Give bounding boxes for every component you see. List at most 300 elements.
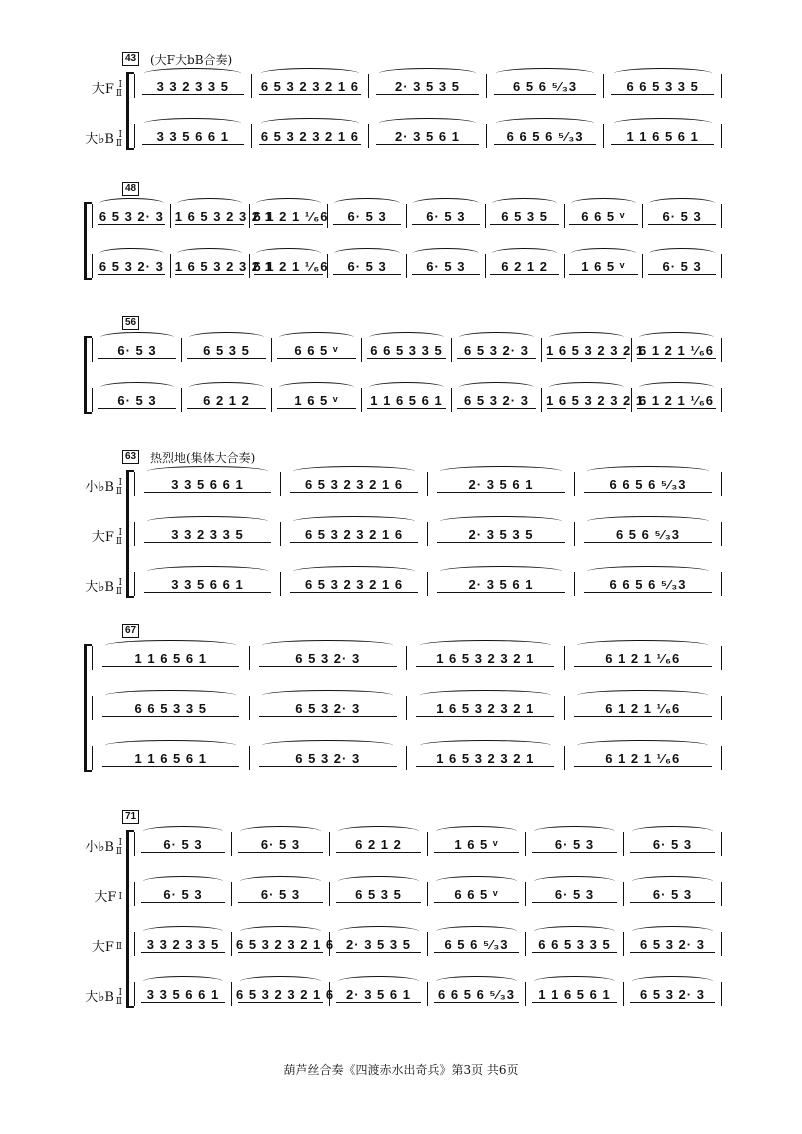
rehearsal-mark: 48 [122,182,139,196]
measure-notes: 6 5 3 2 3 2 1 6 [260,78,359,94]
measure-notes: 6 1 2 1 ¹⁄₆6 [253,258,329,274]
measure-notes: 6· 5 3 [163,886,203,902]
beam-underline [574,766,712,767]
measure-notes: 6 5 3 2· 3 [98,258,164,274]
measure [624,982,722,1006]
part-label [92,78,122,99]
system-bracket [84,202,87,280]
measure [362,338,452,362]
slur-mark [420,740,551,751]
measure [232,982,335,1006]
measure-notes: 6 6 5 3 3 5 [538,936,611,952]
staff-line [134,982,722,1006]
measure-notes: 1 1 6 5 6 1 [134,650,207,666]
beam-underline [611,144,714,145]
slur-mark [379,118,477,129]
section-title: 热烈地(集体大合奏) [150,451,256,465]
measure-notes: 3 3 2 3 3 5 [156,78,230,94]
rehearsal-mark: 56 [122,316,139,330]
voice-numerals: Ⅰ Ⅱ [115,79,122,99]
voice-numerals: Ⅰ Ⅱ [115,577,122,597]
measure-notes: 6 5 3 2 3 2 1 6 [304,476,404,492]
slur-mark [440,466,563,477]
slur-mark [534,826,616,837]
slur-mark [240,876,322,887]
part-label [92,526,122,547]
measure [328,254,407,278]
measure [134,74,252,98]
beam-underline [142,144,244,145]
beam-underline [494,94,597,95]
slur-mark [369,332,444,343]
slur-mark [338,876,420,887]
beam-underline [259,144,362,145]
staff-line [92,646,722,670]
measure [92,254,171,278]
beam-underline [457,408,535,409]
slur-mark [577,690,708,701]
beam-underline [416,716,554,717]
beam-underline [336,952,421,953]
instrument-name: 大F [94,890,117,905]
slur-mark [413,248,478,259]
slur-mark [143,926,224,937]
measure [542,388,645,412]
rehearsal-mark: 63 [122,450,139,464]
slur-mark [577,740,708,751]
measure-notes: 6 5 3 5 [501,208,548,224]
slur-mark [256,248,321,259]
measure [134,472,281,496]
slur-mark [440,516,563,527]
system-bracket [84,336,87,414]
staff-line [92,254,722,278]
slur-mark [369,382,444,393]
beam-underline [434,902,519,903]
measure-notes: 6 1 2 1 ¹⁄₆6 [605,700,681,716]
measure-notes: 2· 3 5 3 5 [346,936,411,952]
slur-mark [577,640,708,651]
measure-notes: 1 1 6 5 6 1 [370,392,443,408]
system-bracket [126,830,129,1008]
slur-mark [338,926,420,937]
beam-underline [376,94,479,95]
slur-mark [100,382,174,393]
slur-mark [379,68,477,79]
rehearsal-mark: 71 [122,810,139,824]
measure [171,204,273,228]
slur-mark [144,68,241,79]
beam-underline [532,852,617,853]
beam-underline [333,224,401,225]
measure [407,746,565,770]
measure [407,696,565,720]
beam-underline [434,852,519,853]
slur-mark [534,876,616,887]
measure-notes: 2· 3 5 6 1 [468,476,534,492]
measure [134,932,232,956]
measure [565,254,644,278]
beam-underline [367,408,445,409]
beam-underline [611,94,714,95]
slur-mark [632,876,714,887]
system-bracket [126,470,129,598]
beam-underline [102,666,239,667]
voice-numerals: Ⅰ Ⅱ [115,837,122,857]
beam-underline [569,274,637,275]
part-label [94,886,122,905]
measure-notes: 6 1 2 1 ¹⁄₆6 [638,342,714,358]
measure [632,338,722,362]
measure [407,204,486,228]
beam-underline [175,224,243,225]
section-title: (大F大bB合奏) [150,53,233,67]
slur-mark [240,926,322,937]
beam-underline [490,274,558,275]
voice-numerals: Ⅰ [118,892,122,902]
measure [134,982,232,1006]
beam-underline [648,274,716,275]
measure-notes: 1 6 5 3 2 3 2 1 [174,208,273,224]
beam-underline [277,358,355,359]
slur-mark [334,248,399,259]
measure-notes: 1 6 5 3 2 3 2 1 [546,342,645,358]
measure [92,388,182,412]
system-bracket [84,644,87,772]
beam-underline [238,952,323,953]
measure [272,338,362,362]
beam-underline [637,408,715,409]
rehearsal-mark: 67 [122,624,139,638]
measure [92,204,171,228]
beam-underline [630,1002,715,1003]
measure [92,338,182,362]
measure-notes: 6 5 6 ⁵⁄₃3 [615,526,681,542]
measure [632,388,722,412]
staff-line [92,746,722,770]
slur-mark [436,876,518,887]
measure [250,254,329,278]
measure [604,74,722,98]
measure [362,388,452,412]
beam-underline [259,666,397,667]
measure [281,522,428,546]
measure [250,646,408,670]
measure-notes: 6 5 3 2· 3 [464,342,529,358]
beam-underline [437,592,566,593]
measure-notes: 2· 3 5 6 1 [346,986,411,1002]
slur-mark [279,382,354,393]
measure [575,572,722,596]
measure-notes: 1 6 5 3 2 3 2 1 [546,392,645,408]
measure [428,832,526,856]
measure [252,124,370,148]
measure-notes: 6 5 3 2 3 2 1 6 [236,936,335,952]
beam-underline [144,542,272,543]
slur-mark [293,516,416,527]
measure-notes: 6 1 2 1 ¹⁄₆6 [605,750,681,766]
slur-mark [587,516,710,527]
slur-mark [587,566,710,577]
measure [369,74,487,98]
measure-notes: 6 2 1 2 [501,258,548,274]
beam-underline [238,852,323,853]
slur-mark [240,976,322,987]
measure-notes: 6 5 3 2 3 2 1 6 [236,986,335,1002]
measure [526,932,624,956]
measure [565,746,723,770]
beam-underline [569,224,637,225]
measure-notes: 6· 5 3 [662,258,702,274]
slur-mark [147,466,269,477]
beam-underline [141,852,226,853]
measure [428,572,575,596]
measure-notes: 3 3 5 6 6 1 [171,476,244,492]
measure [565,646,723,670]
beam-underline [333,274,401,275]
measure-notes: 1 6 5 3 2 3 2 1 [174,258,273,274]
beam-underline [532,952,617,953]
beam-underline [437,492,566,493]
staff-line [134,74,722,98]
beam-underline [142,94,244,95]
beam-underline [584,592,713,593]
measure-notes: 6 5 6 ⁵⁄₃3 [513,78,578,94]
measure-notes: 2· 3 5 3 5 [395,78,460,94]
beam-underline [648,224,716,225]
slur-mark [147,566,269,577]
beam-underline [290,492,419,493]
beam-underline [437,542,566,543]
voice-numerals: Ⅰ Ⅱ [115,129,122,149]
beam-underline [238,902,323,903]
slur-mark [571,248,636,259]
slur-mark [632,976,714,987]
beam-underline [367,358,445,359]
measure-notes: 6· 5 3 [347,258,387,274]
staff-line [134,572,722,596]
beam-underline [637,358,715,359]
measure-notes: 6 5 3 2· 3 [295,750,361,766]
slur-mark [256,198,321,209]
measure [134,882,232,906]
measure-notes: 6 2 1 2 [203,392,250,408]
slur-mark [587,466,710,477]
measure [232,832,330,856]
measure-notes: 6 1 2 1 ¹⁄₆6 [605,650,681,666]
beam-underline [144,592,272,593]
instrument-name: 小♭B [85,480,114,495]
measure-notes: 6 6 5 ᵛ [454,886,499,902]
measure-notes: 1 6 5 ᵛ [294,392,339,408]
slur-mark [459,382,534,393]
measure-notes: 6 5 3 2· 3 [98,208,164,224]
slur-mark [639,382,714,393]
measure-notes: 2· 3 5 3 5 [468,526,534,542]
slur-mark [338,976,420,987]
instrument-name: 大♭B [85,132,114,147]
measure-notes: 6 6 5 3 3 5 [134,700,207,716]
beam-underline [144,492,272,493]
measure [252,74,370,98]
slur-mark [99,198,164,209]
slur-mark [436,926,518,937]
slur-mark [293,466,416,477]
measure-notes: 3 3 2 3 3 5 [146,936,220,952]
beam-underline [532,1002,617,1003]
beam-underline [259,766,397,767]
measure [624,932,722,956]
beam-underline [532,902,617,903]
slur-mark [632,926,714,937]
measure [330,882,428,906]
measure [182,388,272,412]
part-label [92,936,122,955]
rehearsal-mark: 43 [122,52,139,66]
measure-notes: 1 6 5 ᵛ [454,836,499,852]
beam-underline [336,902,421,903]
beam-underline [102,716,239,717]
measure-notes: 6 5 3 2· 3 [295,650,361,666]
instrument-name: 大♭B [85,990,114,1005]
measure [250,746,408,770]
measure [281,572,428,596]
system-bracket [126,72,129,150]
instrument-name: 小♭B [85,840,114,855]
measure [250,204,329,228]
measure-notes: 6 5 3 2 3 2 1 6 [260,128,359,144]
measure [232,882,330,906]
beam-underline [412,274,480,275]
measure [281,472,428,496]
measure-notes: 6 5 3 2 3 2 1 6 [304,526,404,542]
beam-underline [98,358,175,359]
slur-mark [649,198,714,209]
measure [428,932,526,956]
part-label [85,836,122,857]
voice-numerals: Ⅱ [115,942,122,952]
beam-underline [416,766,554,767]
measure-notes: 3 3 2 3 3 5 [171,526,244,542]
beam-underline [494,144,597,145]
instrument-name: 大F [91,82,114,97]
measure [428,882,526,906]
measure-notes: 6 5 3 2· 3 [640,936,705,952]
part-label [85,128,122,149]
slur-mark [279,332,354,343]
slur-mark [105,690,236,701]
slur-mark [436,976,518,987]
beam-underline [187,408,265,409]
measure-notes: 1 1 6 5 6 1 [626,128,699,144]
measure-notes: 6· 5 3 [554,886,595,902]
part-label [85,986,122,1007]
beam-underline [584,542,713,543]
measure [643,204,722,228]
measure-notes: 6 1 2 1 ¹⁄₆6 [253,208,329,224]
measure-notes: 6 5 3 2· 3 [640,986,705,1002]
slur-mark [649,248,714,259]
beam-underline [254,224,322,225]
beam-underline [290,542,419,543]
measure-notes: 1 6 5 3 2 3 2 1 [436,700,535,716]
measure-notes: 1 6 5 3 2 3 2 1 [436,650,535,666]
measure [428,522,575,546]
slur-mark [262,640,393,651]
beam-underline [584,492,713,493]
voice-numerals: Ⅰ Ⅱ [115,527,122,547]
beam-underline [187,358,265,359]
measure [643,254,722,278]
part-label [85,576,122,597]
measure-notes: 1 6 5 ᵛ [581,258,626,274]
beam-underline [98,224,166,225]
measure-notes: 6· 5 3 [426,258,466,274]
slur-mark [614,68,712,79]
beam-underline [376,144,479,145]
measure [604,124,722,148]
beam-underline [102,766,239,767]
measure [526,882,624,906]
slur-mark [143,826,224,837]
measure-notes: 6 6 5 ᵛ [294,342,339,358]
measure [171,254,273,278]
measure-notes: 1 1 6 5 6 1 [538,986,611,1002]
measure [330,982,428,1006]
slur-mark [261,118,359,129]
measure [542,338,645,362]
measure-notes: 3 3 5 6 6 1 [146,986,220,1002]
slur-mark [492,198,557,209]
measure [272,388,362,412]
measure-notes: 6· 5 3 [260,886,301,902]
measure [486,204,565,228]
slur-mark [189,332,264,343]
beam-underline [574,666,712,667]
slur-mark [632,826,714,837]
measure [328,204,407,228]
slur-mark [334,198,399,209]
staff-line [92,388,722,412]
slur-mark [459,332,534,343]
slur-mark [262,690,393,701]
measure-notes: 6 2 1 2 [355,836,402,852]
beam-underline [412,224,480,225]
measure [575,522,722,546]
measure [487,74,605,98]
measure-notes: 6 5 3 5 [203,342,250,358]
measure-notes: 2· 3 5 6 1 [395,128,460,144]
beam-underline [141,952,226,953]
measure [134,572,281,596]
measure [134,832,232,856]
instrument-name: 大F [91,940,114,955]
measure-notes: 6 6 5 6 ⁵⁄₃3 [438,986,515,1002]
slur-mark [105,740,236,751]
measure-notes: 6· 5 3 [260,836,301,852]
measure [92,696,250,720]
beam-underline [434,952,519,953]
measure-notes: 2· 3 5 6 1 [468,576,534,592]
measure [134,124,252,148]
slur-mark [261,68,359,79]
beam-underline [277,408,355,409]
beam-underline [141,1002,226,1003]
slur-mark [293,566,416,577]
measure-notes: 1 6 5 3 2 3 2 1 [436,750,535,766]
slur-mark [571,198,636,209]
measure-notes: 6 6 5 6 ⁵⁄₃3 [609,476,687,492]
